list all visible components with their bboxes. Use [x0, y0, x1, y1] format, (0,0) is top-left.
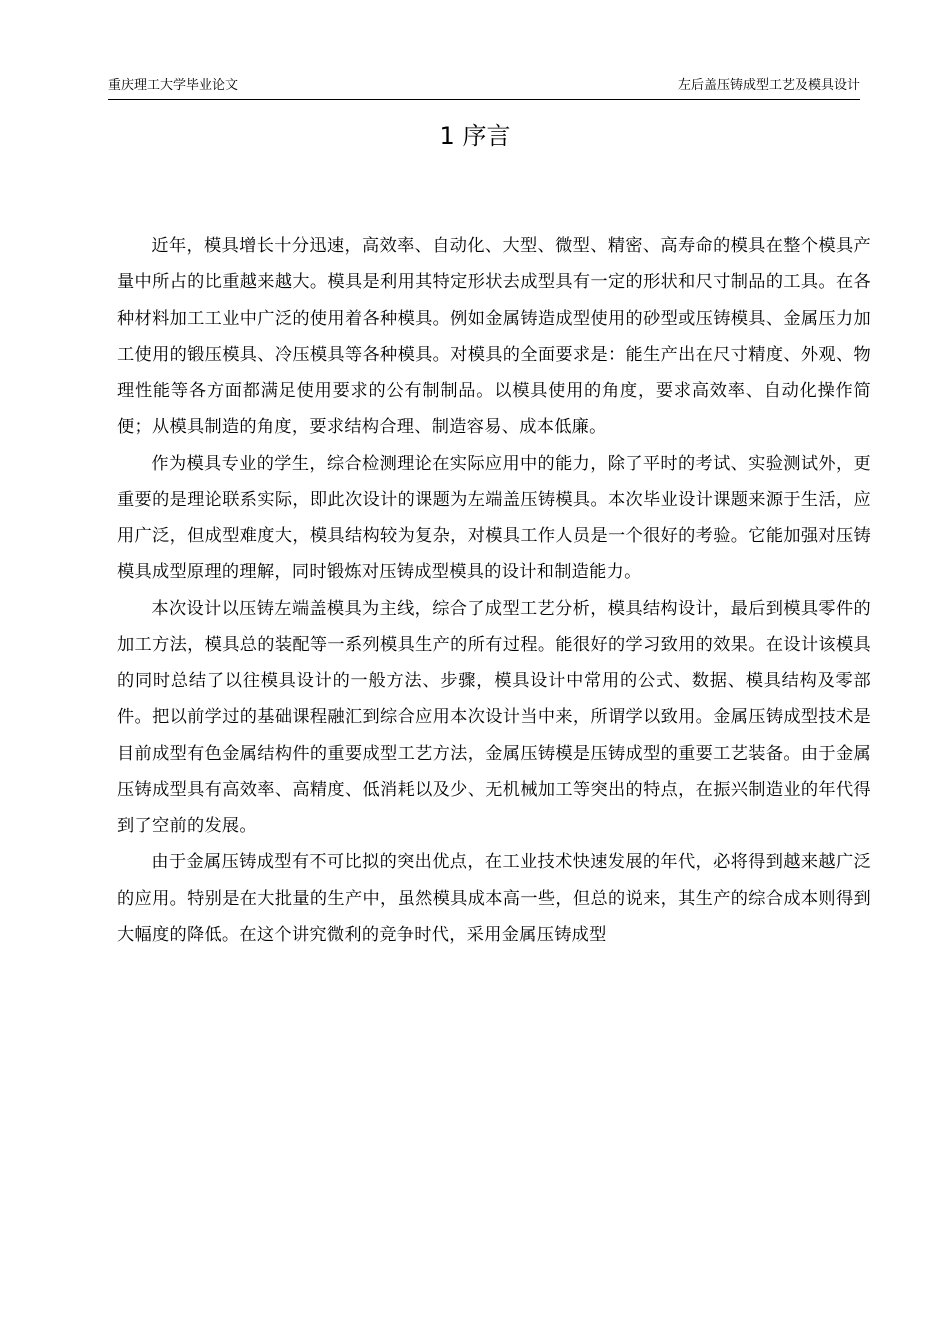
header-right-text: 左后盖压铸成型工艺及模具设计 [677, 78, 860, 93]
body-text [117, 228, 871, 953]
section-title: 1 序言 [439, 122, 511, 150]
page-header [108, 76, 860, 96]
paragraph: 由于金属压铸成型有不可比拟的突出优点，在工业技术快速发展的年代，必将得到越来越广泛的应用。特别是在大批量的生产中，虽然模具成本高一些，但总的说来，其生产的综合成本则得到大幅度的降低。在这个讲究微利的竞争时代，采用金属压铸成型 [117, 852, 871, 945]
header-left-text: 重庆理工大学毕业论文 [108, 78, 239, 93]
paragraph: 作为模具专业的学生，综合检测理论在实际应用中的能力，除了平时的考试、实验测试外，更重要的是理论联系实际，即此次设计的课题为左端盖压铸模具。本次毕业设计课题来源于生活，应用广泛，但成型难度大，模具结构较为复杂，对模具工作人员是一个很好的考验。它能加强对压铸模具成型原理的理解，同时锻炼对压铸成型模具的设计和制造能力。 [117, 453, 871, 583]
paragraph: 本次设计以压铸左端盖模具为主线，综合了成型工艺分析，模具结构设计，最后到模具零件的加工方法，模具总的装配等一系列模具生产的所有过程。能很好的学习致用的效果。在设计该模具的同时总结了以往模具设计的一般方法、步骤，模具设计中常用的公式、数据、模具结构及零部件。把以前学过的基础课程融汇到综合应用本次设计当中来，所谓学以致用。金属压铸成型技术是目前成型有色金属结构件的重要成型工艺方法，金属压铸模是压铸成型的重要工艺装备。由于金属压铸成型具有高效率、高精度、低消耗以及少、无机械加工等突出的特点，在振兴制造业的年代得到了空前的发展。 [117, 598, 871, 836]
paragraph: 近年，模具增长十分迅速，高效率、自动化、大型、微型、精密、高寿命的模具在整个模具产量中所占的比重越来越大。模具是利用其特定形状去成型具有一定的形状和尺寸制品的工具。在各种材料加工工业中广泛的使用着各种模具。例如金属铸造成型使用的砂型或压铸模具、金属压力加工使用的锻压模具、冷压模具等各种模具。对模具的全面要求是：能生产出在尺寸精度、外观、物理性能等各方面都满足使用要求的公有制制品。以模具使用的角度，要求高效率、自动化操作简便；从模具制造的角度，要求结构合理、制造容易、成本低廉。 [117, 236, 871, 438]
header-rule [108, 99, 860, 100]
